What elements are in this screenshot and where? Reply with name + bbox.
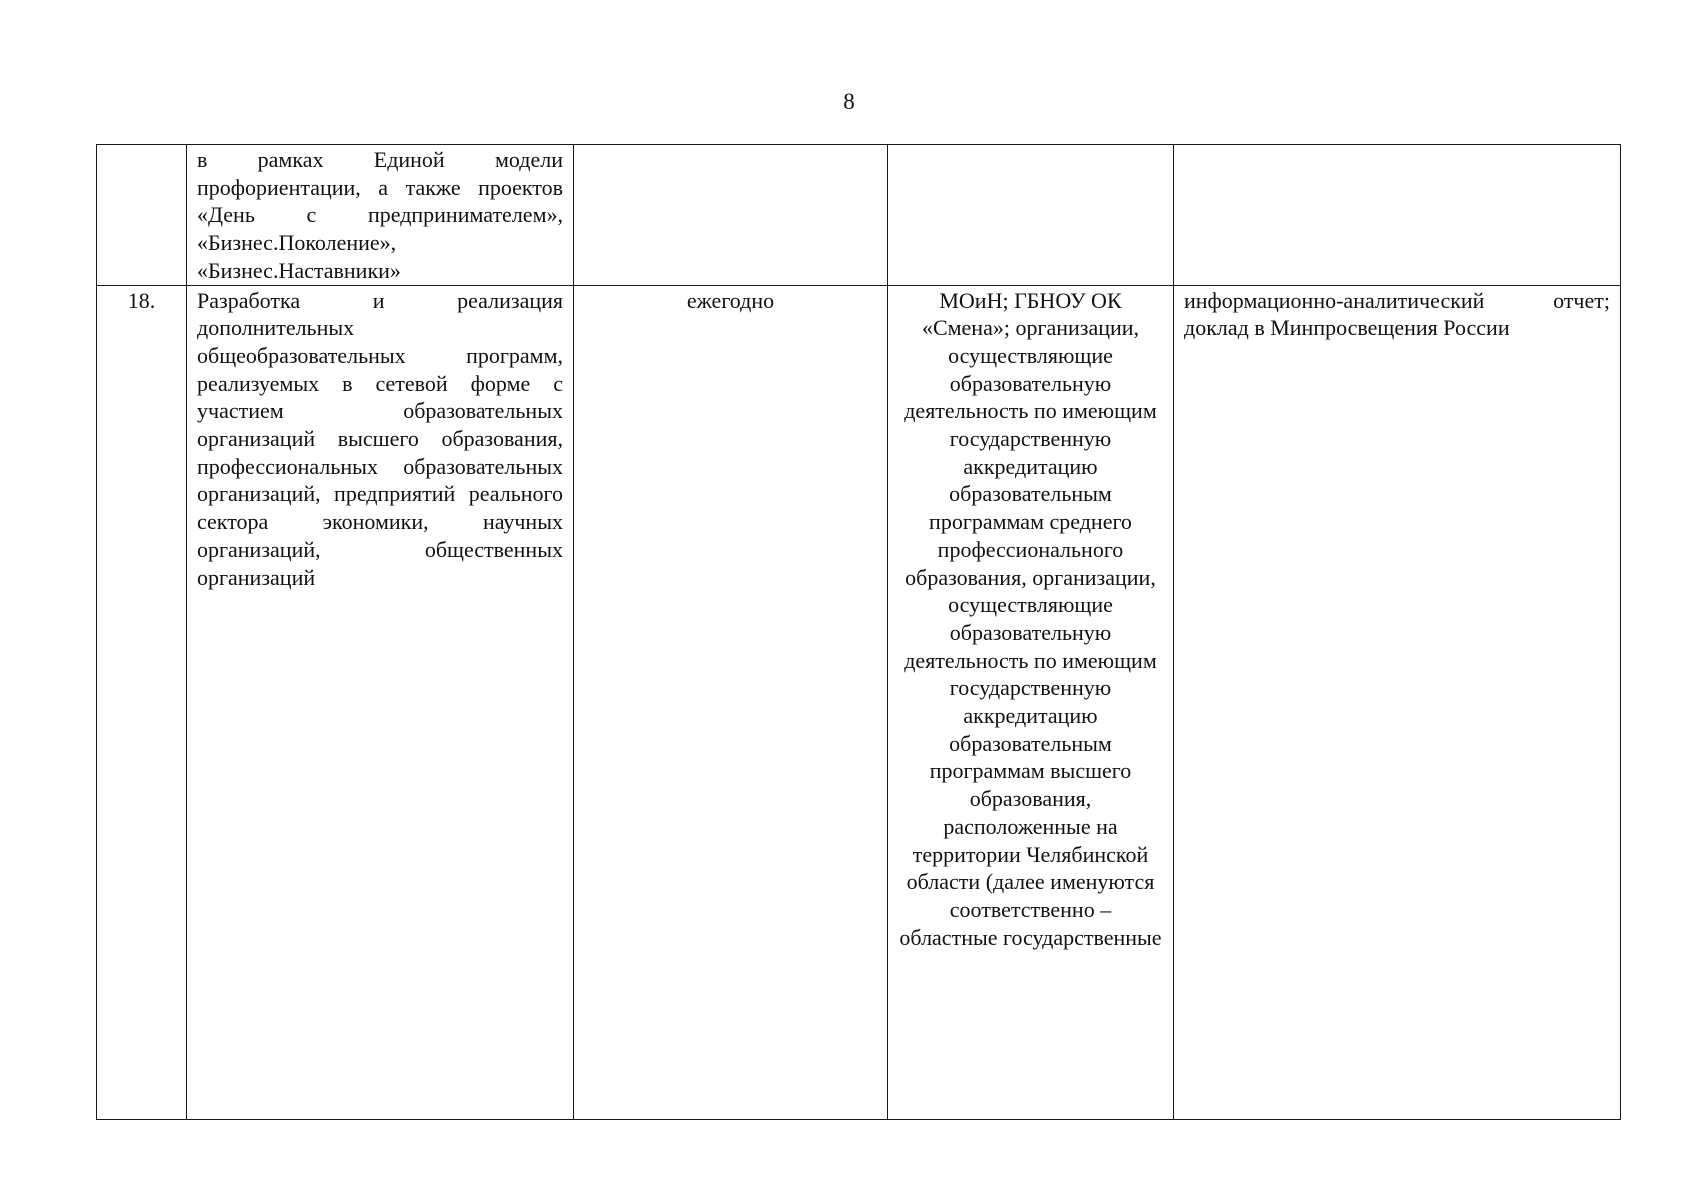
executors-cell: [888, 285, 1174, 1119]
result-cell: [1174, 145, 1621, 286]
table-row: [97, 285, 1621, 1119]
table-row: [97, 145, 1621, 286]
plan-table: [96, 144, 1621, 1120]
row-number-cell: [97, 145, 187, 286]
result-cell: [1174, 285, 1621, 1119]
executors-cell: [888, 145, 1174, 286]
event-text: в рамках Единой модели профориентации, а также проектов «День с предпринимателем», «Бизнес.Поколение», «Бизнес.Наставники»: [197, 147, 563, 283]
event-cell: [187, 145, 574, 286]
event-cell: [187, 285, 574, 1119]
executors-text: МОиН; ГБНОУ ОК «Смена»; организации, осуществляющие образовательную деятельность по имеющим государственную аккредитацию образовательным программам среднего профессионального образования, организации, осуществляющие образовательную деятельность по имеющим государственную аккредитацию образовательным программам высшего образования, расположенные на территории Челябинской области (далее именуются соответственно – областные государственные: [899, 287, 1162, 950]
deadline-cell: [574, 145, 888, 286]
page-number: 8: [843, 89, 855, 114]
result-text: информационно-аналитический отчет; доклад в Минпросвещения России: [1184, 287, 1610, 341]
event-text: Разработка и реализация дополнительных общеобразовательных программ, реализуемых в сетевой форме с участием образовательных организаций высшего образования, профессиональных образовательных организаций, предприятий реального сектора экономики, научных организаций, общественных организаций: [197, 287, 563, 590]
row-number-cell: 18.: [97, 285, 187, 1119]
deadline-cell: ежегодно: [574, 285, 888, 1119]
